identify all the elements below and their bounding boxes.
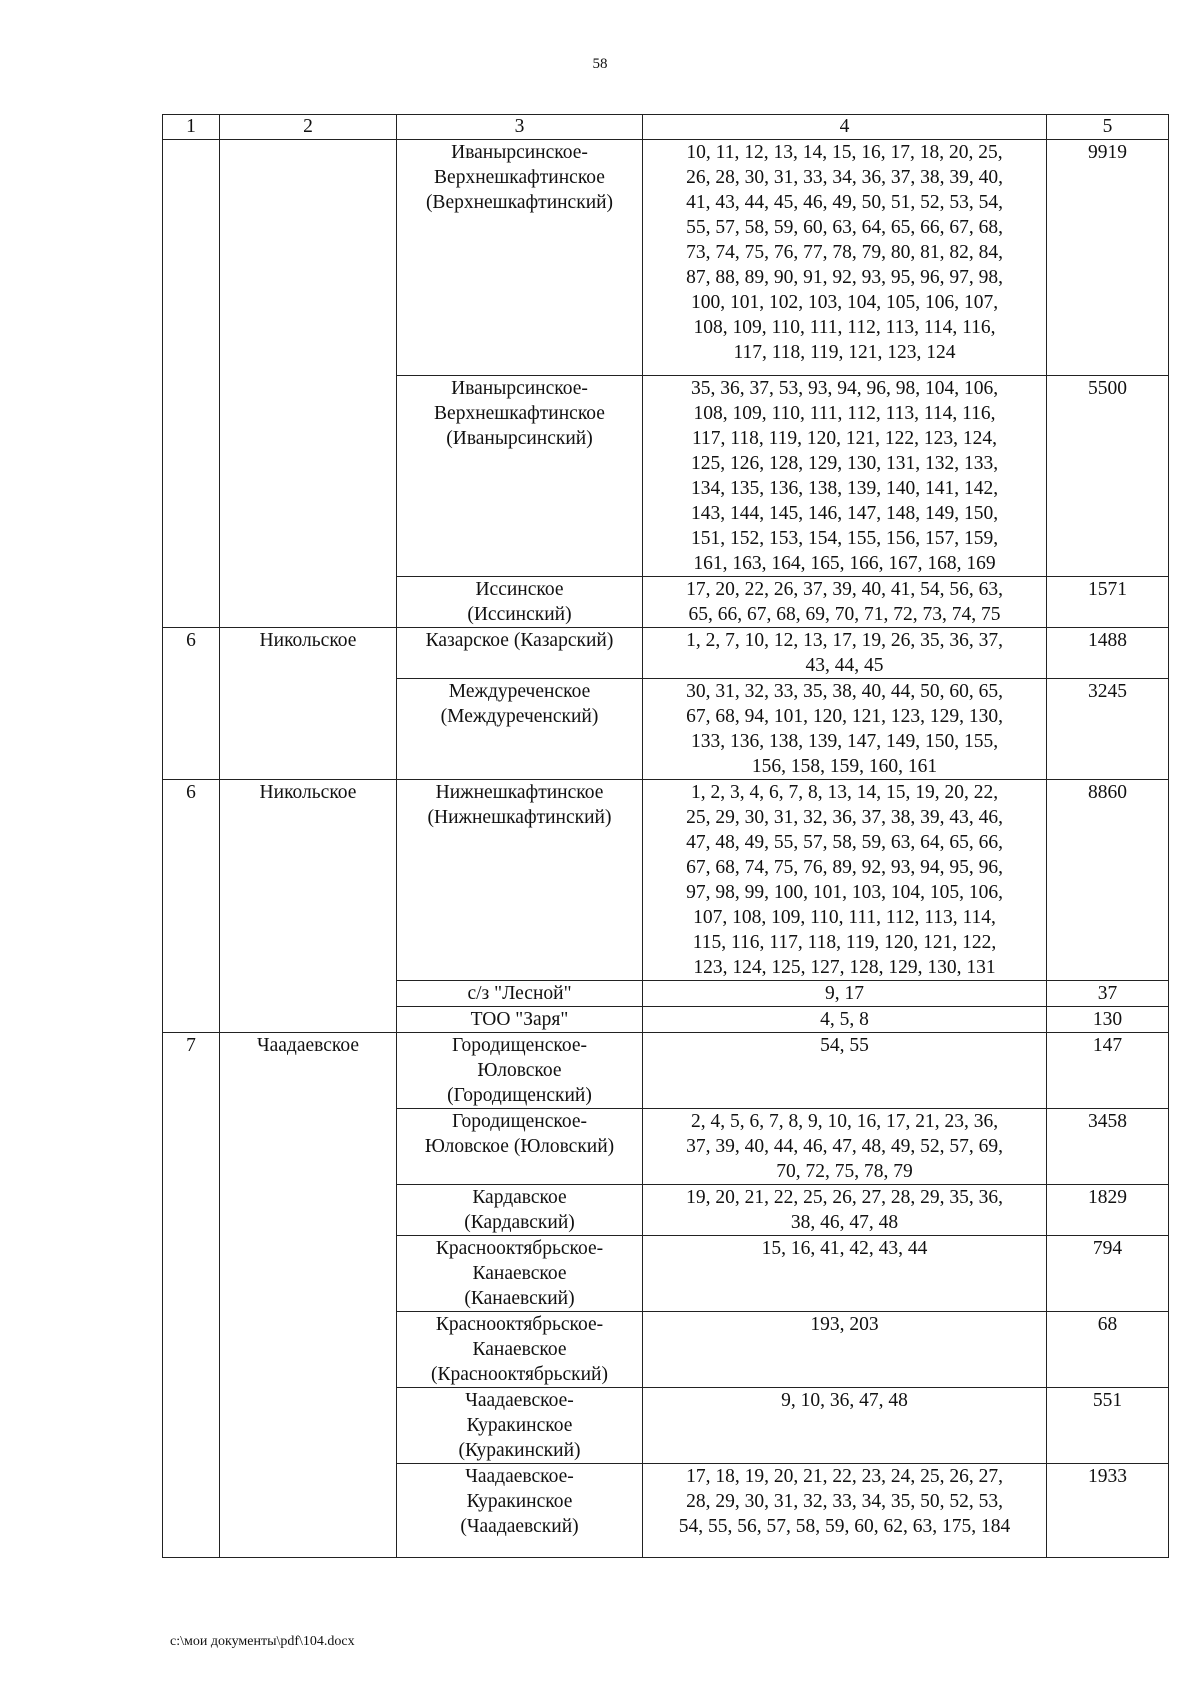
plot-numbers-cell: 1, 2, 3, 4, 6, 7, 8, 13, 14, 15, 19, 20, 22, 25, 29, 30, 31, 32, 36, 37, 38, 39, 43, 46, 47, 48, 49, 55, 57, 58, 59, 63, 64, 65, 66, 67, 68, 74, 75, 76, 89, 92, 93, 94, 95, 96, 97, 98, 99, 100, 101, 103, 104, 105, 106, 107, 108, 109, 110, 111, 112, 113, 114, 115, 116, 117, 118, 119, 120, 121, 122, 123, 124, 125, 127, 128, 129, 130, 131	[643, 780, 1047, 981]
area-total-cell: 551	[1047, 1388, 1169, 1464]
table-row	[163, 1007, 1169, 1033]
plot-numbers-cell: 1, 2, 7, 10, 12, 13, 17, 19, 26, 35, 36, 37, 43, 44, 45	[643, 628, 1047, 679]
row-number-cell	[163, 1007, 220, 1033]
row-number-cell	[163, 1185, 220, 1236]
district-cell	[220, 1185, 397, 1236]
district-cell	[220, 981, 397, 1007]
area-total-cell: 37	[1047, 981, 1169, 1007]
area-total-cell: 5500	[1047, 376, 1169, 577]
header-col-3: 3	[397, 115, 643, 140]
area-total-cell: 9919	[1047, 140, 1169, 376]
plot-numbers-cell: 30, 31, 32, 33, 35, 38, 40, 44, 50, 60, 65, 67, 68, 94, 101, 120, 121, 123, 129, 130, 133, 136, 138, 139, 147, 149, 150, 155, 156, 158, 159, 160, 161	[643, 679, 1047, 780]
table-row	[163, 1312, 1169, 1388]
page-number: 58	[592, 56, 608, 72]
header-col-4: 4	[643, 115, 1047, 140]
plot-numbers-cell: 15, 16, 41, 42, 43, 44	[643, 1236, 1047, 1312]
area-total-cell: 794	[1047, 1236, 1169, 1312]
district-cell	[220, 679, 397, 780]
table-row	[163, 1033, 1169, 1109]
header-col-1: 1	[163, 115, 220, 140]
district-cell: Чаадаевское	[220, 1033, 397, 1109]
table-row	[163, 1185, 1169, 1236]
row-number-cell	[163, 1388, 220, 1464]
farm-name-cell: ТОО "Заря"	[397, 1007, 643, 1033]
farm-name-cell: Городищенское- Юловское (Юловский)	[397, 1109, 643, 1185]
plot-numbers-cell: 10, 11, 12, 13, 14, 15, 16, 17, 18, 20, 25, 26, 28, 30, 31, 33, 34, 36, 37, 38, 39, 40, 41, 43, 44, 45, 46, 49, 50, 51, 52, 53, 54, 55, 57, 58, 59, 60, 63, 64, 65, 66, 67, 68, 73, 74, 75, 76, 77, 78, 79, 80, 81, 82, 84, 87, 88, 89, 90, 91, 92, 93, 95, 96, 97, 98, 100, 101, 102, 103, 104, 105, 106, 107, 108, 109, 110, 111, 112, 113, 114, 116, 117, 118, 119, 121, 123, 124	[643, 140, 1047, 376]
plot-numbers-cell: 193, 203	[643, 1312, 1047, 1388]
row-number-cell	[163, 1109, 220, 1185]
plot-numbers-cell: 17, 18, 19, 20, 21, 22, 23, 24, 25, 26, 27, 28, 29, 30, 31, 32, 33, 34, 35, 50, 52, 53, 54, 55, 56, 57, 58, 59, 60, 62, 63, 175, 184	[643, 1464, 1047, 1558]
farm-name-cell: Междуреченское (Междуреченский)	[397, 679, 643, 780]
row-number-cell	[163, 1236, 220, 1312]
table-row	[163, 376, 1169, 577]
table-row	[163, 1109, 1169, 1185]
district-cell	[220, 577, 397, 628]
row-number-cell: 6	[163, 628, 220, 679]
table-row	[163, 1464, 1169, 1558]
farm-name-cell: Иссинское (Иссинский)	[397, 577, 643, 628]
header-col-2: 2	[220, 115, 397, 140]
farm-name-cell: Иванырсинское- Верхнешкафтинское (Верхнешкафтинский)	[397, 140, 643, 376]
area-total-cell: 1571	[1047, 577, 1169, 628]
row-number-cell	[163, 1312, 220, 1388]
area-total-cell: 3458	[1047, 1109, 1169, 1185]
table-row	[163, 577, 1169, 628]
district-cell	[220, 1312, 397, 1388]
area-total-cell: 147	[1047, 1033, 1169, 1109]
row-number-cell	[163, 376, 220, 577]
table-row	[163, 628, 1169, 679]
area-total-cell: 3245	[1047, 679, 1169, 780]
header-col-5: 5	[1047, 115, 1169, 140]
farm-name-cell: с/з "Лесной"	[397, 981, 643, 1007]
farm-name-cell: Чаадаевское- Куракинское (Куракинский)	[397, 1388, 643, 1464]
plot-numbers-cell: 17, 20, 22, 26, 37, 39, 40, 41, 54, 56, 63, 65, 66, 67, 68, 69, 70, 71, 72, 73, 74, 75	[643, 577, 1047, 628]
table-row	[163, 780, 1169, 981]
farm-name-cell: Чаадаевское- Куракинское (Чаадаевский)	[397, 1464, 643, 1558]
plot-numbers-cell: 54, 55	[643, 1033, 1047, 1109]
district-cell	[220, 376, 397, 577]
farm-name-cell: Казарское (Казарский)	[397, 628, 643, 679]
row-number-cell	[163, 140, 220, 376]
plot-numbers-cell: 9, 17	[643, 981, 1047, 1007]
row-number-cell	[163, 1464, 220, 1558]
district-cell: Никольское	[220, 780, 397, 981]
farm-name-cell: Кардавское (Кардавский)	[397, 1185, 643, 1236]
district-cell: Никольское	[220, 628, 397, 679]
plot-numbers-cell: 9, 10, 36, 47, 48	[643, 1388, 1047, 1464]
district-cell	[220, 1464, 397, 1558]
row-number-cell	[163, 577, 220, 628]
farm-name-cell: Нижнешкафтинское (Нижнешкафтинский)	[397, 780, 643, 981]
area-total-cell: 68	[1047, 1312, 1169, 1388]
farm-name-cell: Иванырсинское- Верхнешкафтинское (Иванырсинский)	[397, 376, 643, 577]
district-cell	[220, 1007, 397, 1033]
table-row	[163, 140, 1169, 376]
plot-numbers-cell: 19, 20, 21, 22, 25, 26, 27, 28, 29, 35, 36, 38, 46, 47, 48	[643, 1185, 1047, 1236]
district-cell	[220, 140, 397, 376]
row-number-cell: 7	[163, 1033, 220, 1109]
district-cell	[220, 1236, 397, 1312]
plot-numbers-cell: 4, 5, 8	[643, 1007, 1047, 1033]
district-cell	[220, 1109, 397, 1185]
table-row	[163, 981, 1169, 1007]
row-number-cell	[163, 679, 220, 780]
data-table	[162, 114, 1169, 1558]
footer-file-path: c:\мои документы\pdf\104.docx	[170, 1634, 355, 1649]
farm-name-cell: Городищенское- Юловское (Городищенский)	[397, 1033, 643, 1109]
area-total-cell: 1933	[1047, 1464, 1169, 1558]
table-row	[163, 1388, 1169, 1464]
area-total-cell: 1488	[1047, 628, 1169, 679]
table-row	[163, 679, 1169, 780]
plot-numbers-cell: 2, 4, 5, 6, 7, 8, 9, 10, 16, 17, 21, 23, 36, 37, 39, 40, 44, 46, 47, 48, 49, 52, 57, 69, 70, 72, 75, 78, 79	[643, 1109, 1047, 1185]
row-number-cell	[163, 981, 220, 1007]
plot-numbers-cell: 35, 36, 37, 53, 93, 94, 96, 98, 104, 106, 108, 109, 110, 111, 112, 113, 114, 116, 117, 118, 119, 120, 121, 122, 123, 124, 125, 126, 128, 129, 130, 131, 132, 133, 134, 135, 136, 138, 139, 140, 141, 142, 143, 144, 145, 146, 147, 148, 149, 150, 151, 152, 153, 154, 155, 156, 157, 159, 161, 163, 164, 165, 166, 167, 168, 169	[643, 376, 1047, 577]
row-number-cell: 6	[163, 780, 220, 981]
district-cell	[220, 1388, 397, 1464]
table-row	[163, 1236, 1169, 1312]
area-total-cell: 1829	[1047, 1185, 1169, 1236]
table-header-row	[163, 115, 1169, 140]
area-total-cell: 130	[1047, 1007, 1169, 1033]
area-total-cell: 8860	[1047, 780, 1169, 981]
farm-name-cell: Краснооктябрьское- Канаевское (Канаевский)	[397, 1236, 643, 1312]
farm-name-cell: Краснооктябрьское- Канаевское (Краснооктябрьский)	[397, 1312, 643, 1388]
